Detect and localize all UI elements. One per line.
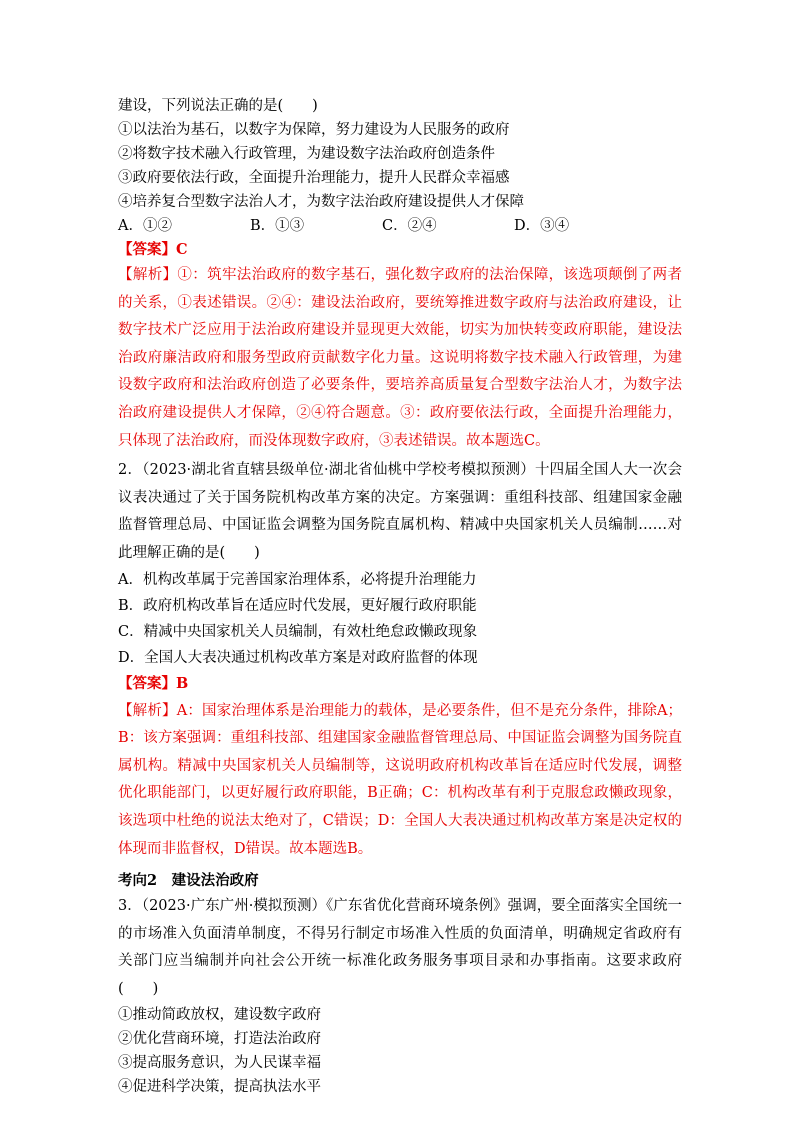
section-title: 考向2 建设法治政府 xyxy=(118,872,259,890)
q1-statement-2: ②将数字技术融入行政管理，为建设数字法治政府创造条件 xyxy=(118,146,495,162)
q2-option-d: D．全国人大表决通过机构改革方案是对政府监督的体现 xyxy=(118,649,478,666)
q2-option-b: B．政府机构改革旨在适应时代发展，更好履行政府职能 xyxy=(118,597,477,614)
q1-stem-tail: 建设，下列说法正确的是( ) xyxy=(118,98,318,114)
q3-statement-1: ①推动简政放权，建设数字政府 xyxy=(118,1007,321,1024)
q3-stem: 3．（2023·广东广州·模拟预测）《广东省优化营商环境条例》强调，要全面落实全国统一的市场准入负面清单制度，不得另行制定市场准入性质的负面清单，明确规定省政府有关部门应当编制并向社会公开统一标准化政务服务事项目录和办事指南。这要求政府( ) xyxy=(118,898,682,997)
q1-option-d: D．③④ xyxy=(514,218,570,234)
q1-analysis: 【解析】①：筑牢法治政府的数字基石，强化数字政府的法治保障，该选项颠倒了两者的关系，①表述错误。②④：建设法治政府，要统筹推进数字政府与法治政府建设，让数字技术广泛应用于法治政府建设并显现更大效能，切实为加快转变政府职能，建设法治政府廉洁政府和服务型政府贡献数字化力量。这说明将数字技术融入行政管理，为建设数字政府和法治政府创造了必要条件，要培养高质量复合型数字法治人才，为数字法治政府建设提供人才保障，②④符合题意。③：政府要依法行政，全面提升治理能力，只体现了法治政府，而没体现数字政府，③表述错误。故本题选C。 xyxy=(118,267,682,449)
q1-statement-1: ①以法治为基石，以数字为保障，努力建设为人民服务的政府 xyxy=(118,122,510,138)
q1-answer: 【答案】C xyxy=(118,241,188,258)
q1-option-b: B．①③ xyxy=(250,218,305,234)
q1-option-c: C．②④ xyxy=(382,218,437,234)
q2-option-a: A．机构改革属于完善国家治理体系，必将提升治理能力 xyxy=(118,571,477,588)
q3-statement-4: ④促进科学决策，提高执法水平 xyxy=(118,1079,321,1096)
q2-answer: 【答案】B xyxy=(118,674,189,692)
q3-statement-2: ②优化营商环境，打造法治政府 xyxy=(118,1031,321,1048)
q2-stem: 2．（2023·湖北省直辖县级单位·湖北省仙桃中学校考模拟预测）十四届全国人大一次会议表决通过了关于国务院机构改革方案的决定。方案强调：重组科技部、组建国家金融监督管理总局、中国证监会调整为国务院直属机构、精减中央国家机关人员编制……对此理解正确的是( ) xyxy=(118,462,682,561)
q2-analysis: 【解析】A：国家治理体系是治理能力的载体，是必要条件，但不是充分条件，排除A；B：该方案强调：重组科技部、组建国家金融监督管理总局、中国证监会调整为国务院直属机构。精减中央国家机关人员编制等，这说明政府机构改革旨在适应时代发展，调整优化职能部门，以更好履行政府职能，B正确；C：机构改革有利于克服怠政懒政现象，该选项中杜绝的说法太绝对了，C错误；D：全国人大表决通过机构改革方案是决定权的体现而非监督权，D错误。故本题选B。 xyxy=(118,702,682,857)
q2-option-c: C．精减中央国家机关人员编制，有效杜绝怠政懒政现象 xyxy=(118,623,478,640)
q3-statement-3: ③提高服务意识，为人民谋幸福 xyxy=(118,1055,321,1072)
q1-option-a: A．①② xyxy=(118,218,172,234)
document-page xyxy=(118,94,682,1099)
q1-statement-3: ③政府要依法行政，全面提升治理能力，提升人民群众幸福感 xyxy=(118,170,510,186)
q1-statement-4: ④培养复合型数字法治人才，为数字法治政府建设提供人才保障 xyxy=(118,194,524,210)
q1-options xyxy=(118,214,682,238)
